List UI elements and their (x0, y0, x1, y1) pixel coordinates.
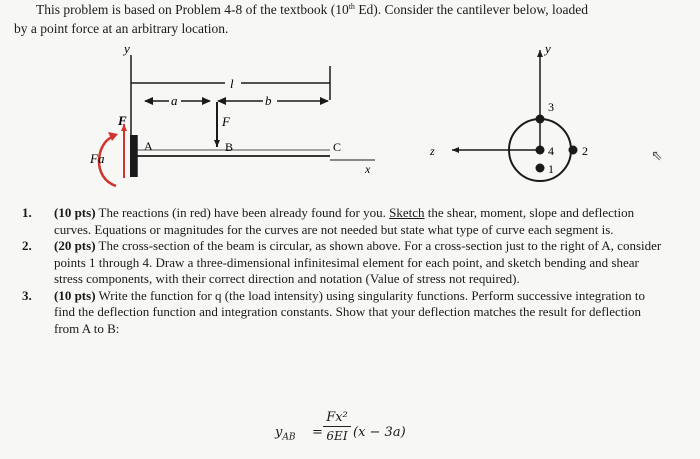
reaction-force-label: F (118, 113, 127, 128)
figures (0, 0, 700, 205)
question-1: 1. (10 pts) The reactions (in red) have been already found for you. Sketch the shear, moment, slope and deflection curves. Equations or magnitudes for the curves are not needed but state what type of curve each segment is. (22, 205, 635, 237)
beam-diagram (89, 41, 375, 186)
applied-load-label: F (222, 114, 230, 129)
cross-section-diagram (429, 41, 588, 181)
point-4 (536, 146, 545, 155)
wall-support (130, 135, 137, 177)
svg-text:2: 2 (582, 144, 588, 158)
point-1 (536, 164, 545, 173)
moment-label: Fa (90, 151, 105, 166)
svg-text:3: 3 (548, 100, 554, 114)
a-label: a (171, 93, 178, 108)
point-3 (536, 115, 545, 124)
point-B-label: B (225, 140, 234, 154)
beam-y-label: y (124, 41, 130, 56)
svg-text:1: 1 (548, 162, 554, 176)
point-A-label: A (144, 139, 153, 153)
point-2 (569, 146, 578, 155)
section-y-label: y (545, 41, 551, 56)
section-z-label: z (430, 144, 435, 158)
question-3: 3. (10 pts) Write the function for q (the load intensity) using singularity functions. Perform successive integration to find the deflection function and integration constants. Show that your deflection matches the result for deflection from A to B: (22, 287, 645, 336)
beam-x-label: x (365, 162, 371, 176)
question-list (22, 205, 662, 337)
intro-line-2: by a point force at an arbitrary location. (14, 21, 229, 36)
problem-page: This problem is based on Problem 4-8 of the textbook (10th Ed). Consider the cantilever below, loaded by a point force at an arbitrary location. y l a b F Fa F A B C x y z 3 4 2 1 ⇖ 1. (10 pts) The reactions (in red) have been already found for you. Sketch the shear, moment, slope and deflection curves. Equations or magnitudes for the curves are not needed but state what type of curve each segment is. 2. (20 pts) The cross-section of the beam is circular, as shown above. For a cross-section just to the right of A, consider points 1 through 4. Draw a three-dimensional infinitesimal element for each point, and sketch bending and shear stress components, with their correct direction and notation (Value of stress not required). 3. (10 pts) Write the function for q (the load intensity) using singularity functions. Perform successive integration to find the deflection function and integration constants. Show that your deflection matches the result for deflection from A to B: $y_{AB}$ = Fx² 6EI (x − 3a) (0, 0, 700, 459)
mouse-cursor-icon: ⇖ (651, 148, 663, 164)
intro-line-1: This problem is based on Problem 4-8 of the textbook (10th Ed). Consider the cantilever below, loaded (36, 2, 588, 17)
length-label: l (230, 76, 234, 91)
svg-text:4: 4 (548, 144, 554, 158)
b-label: b (265, 93, 272, 108)
point-C-label: C (333, 140, 342, 154)
question-2: 2. (20 pts) The cross-section of the beam is circular, as shown above. For a cross-section just to the right of A, consider points 1 through 4. Draw a three-dimensional infinitesimal element for each point, and sketch bending and shear stress components, with their correct direction and notation (Value of stress not required). (22, 238, 662, 286)
